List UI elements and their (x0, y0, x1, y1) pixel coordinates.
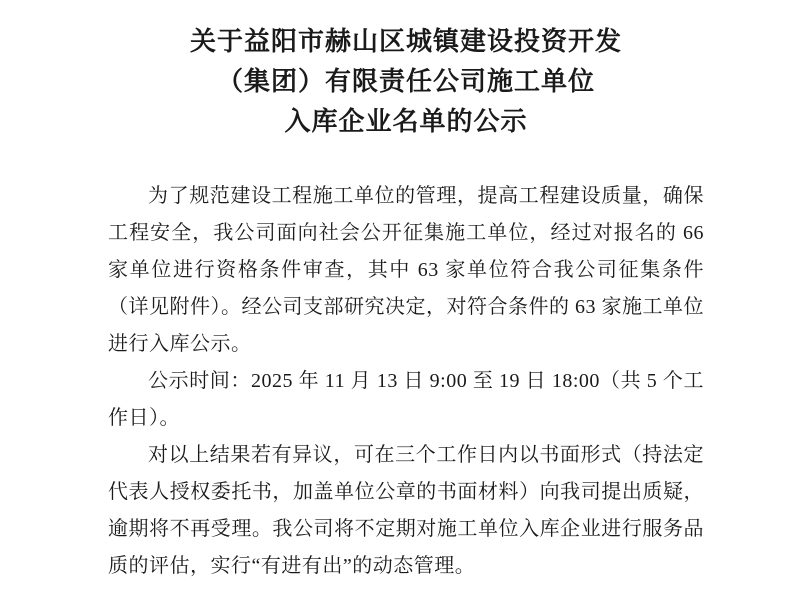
document-title-line-2: （集团）有限责任公司施工单位 (216, 67, 595, 96)
paragraph-3: 对以上结果若有异议，可在三个工作日内以书面形式（持法定代表人授权委托书，加盖单位公章的书面材料）向我司提出质疑，逾期将不再受理。我公司将不定期对施工单位入库企业进行服务品质的评估，实行“有进有出”的动态管理。 (108, 444, 704, 577)
paragraph-1: 为了规范建设工程施工单位的管理，提高工程建设质量，确保工程安全，我公司面向社会公开征集施工单位，经过对报名的 66 家单位进行资格条件审查，其中 63 家单位符合我公司征集条件（详见附件）。经公司支部研究决定，对符合条件的 63 家施工单位进行入库公示。 (108, 185, 704, 355)
document-title (108, 18, 704, 142)
paragraph-2: 公示时间：2025 年 11 月 13 日 9:00 至 19 日 18:00（共 5 个工作日）。 (108, 370, 704, 429)
document-title-line-3: 入库企业名单的公示 (284, 107, 528, 136)
document-title-line-1: 关于益阳市赫山区城镇建设投资开发 (189, 27, 622, 56)
document-body (108, 178, 704, 585)
